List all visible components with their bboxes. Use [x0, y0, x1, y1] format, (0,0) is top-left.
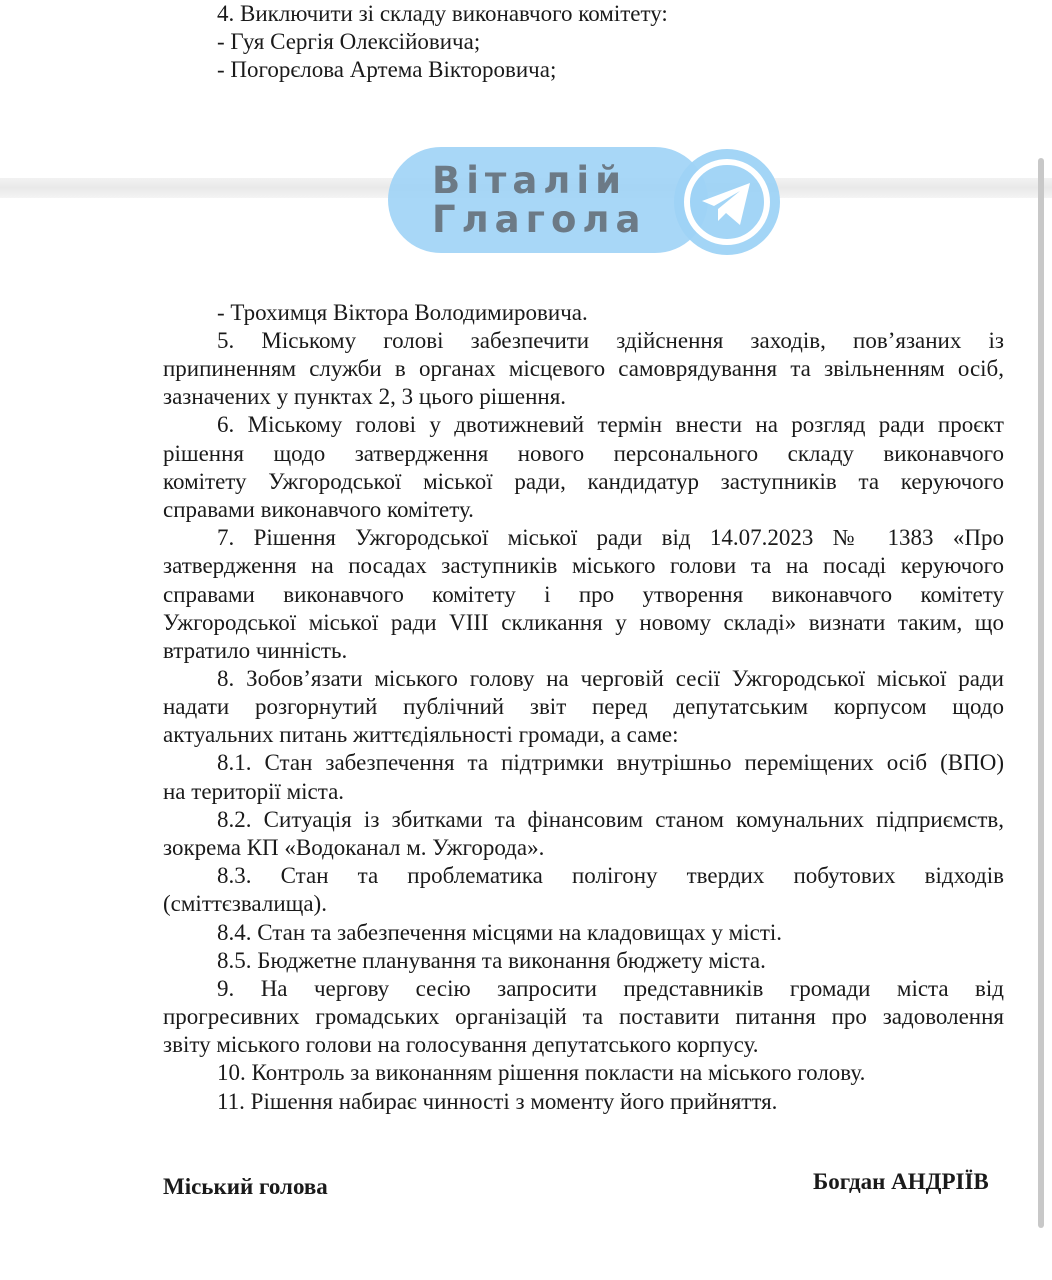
item-8-4: 8.4. Стан та забезпечення місцями на кладовищах у місті.: [217, 920, 783, 945]
item-8-line-2: надати розгорнутий публічний звіт перед депутатським корпусом щодо: [163, 694, 1004, 719]
item-11: 11. Рішення набирає чинності з моменту його прийняття.: [217, 1089, 778, 1114]
item-8-3-line-2: (сміттєзвалища).: [163, 891, 327, 916]
item-10: 10. Контроль за виконанням рішення покласти на міського голову.: [217, 1060, 866, 1085]
excluded-person-3: - Трохимця Віктора Володимировича.: [217, 300, 588, 325]
item-4-heading: 4. Виключити зі складу виконавчого комітету:: [217, 1, 668, 26]
item-5-line-1: 5. Міському голові забезпечити здійснення заходів, пов’язаних із: [217, 328, 1004, 353]
excluded-person-2: - Погорєлова Артема Вікторовича;: [217, 57, 557, 82]
watermark-line-2: Глагола: [432, 198, 647, 241]
scrollbar[interactable]: [1038, 158, 1044, 1228]
item-9-line-2: прогресивних громадських організацій та поставити питання про задоволення: [163, 1004, 1004, 1029]
item-8-line-3: актуальних питань життєдіяльності громади, а саме:: [163, 722, 679, 747]
item-8-2-line-1: 8.2. Ситуація із збитками та фінансовим станом комунальних підприємств,: [217, 807, 1004, 832]
item-6-line-2: рішення щодо затвердження нового персонального складу виконавчого: [163, 441, 1004, 466]
item-8-2-line-2: зокрема КП «Водоканал м. Ужгорода».: [163, 835, 545, 860]
item-7-line-5: втратило чинність.: [163, 638, 348, 663]
item-6-line-3: комітету Ужгородської міської ради, кандидатур заступників та керуючого: [163, 469, 1004, 494]
item-9-line-3: звіту міського голови на голосування депутатського корпусу.: [163, 1032, 759, 1057]
item-5-line-3: зазначених у пунктах 2, 3 цього рішення.: [163, 384, 567, 409]
signature-name: Богдан АНДРІЇВ: [813, 1169, 989, 1194]
telegram-icon: [674, 149, 780, 255]
watermark-line-1: Віталій: [432, 159, 628, 202]
item-7-line-4: Ужгородської міської ради VIII скликання у новому складі» визнати таким, що: [163, 610, 1004, 635]
item-8-line-1: 8. Зобов’язати міського голову на черговій сесії Ужгородської міської ради: [217, 666, 1004, 691]
item-6-line-1: 6. Міському голові у двотижневий термін внести на розгляд ради проєкт: [217, 412, 1004, 437]
item-8-5: 8.5. Бюджетне планування та виконання бюджету міста.: [217, 948, 766, 973]
item-8-1-line-2: на території міста.: [163, 779, 345, 804]
item-8-3-line-1: 8.3. Стан та проблематика полігону твердих побутових відходів: [217, 863, 1004, 888]
item-9-line-1: 9. На чергову сесію запросити представників громади міста від: [217, 976, 1004, 1001]
item-6-line-4: справами виконавчого комітету.: [163, 497, 474, 522]
item-7-line-2: затвердження на посадах заступників міського голови та на посаді керуючого: [163, 553, 1004, 578]
item-7-line-1: 7. Рішення Ужгородської міської ради від 14.07.2023 № 1383 «Про: [217, 525, 1004, 550]
item-5-line-2: припиненням служби в органах місцевого самоврядування та звільненням осіб,: [163, 356, 1004, 381]
excluded-person-1: - Гуя Сергія Олексійовича;: [217, 29, 481, 54]
signature-position: Міський голова: [163, 1174, 328, 1199]
item-8-1-line-1: 8.1. Стан забезпечення та підтримки внутрішньо переміщених осіб (ВПО): [217, 750, 1004, 775]
watermark: [388, 147, 786, 255]
item-7-line-3: справами виконавчого комітету і про утворення виконавчого комітету: [163, 582, 1004, 607]
